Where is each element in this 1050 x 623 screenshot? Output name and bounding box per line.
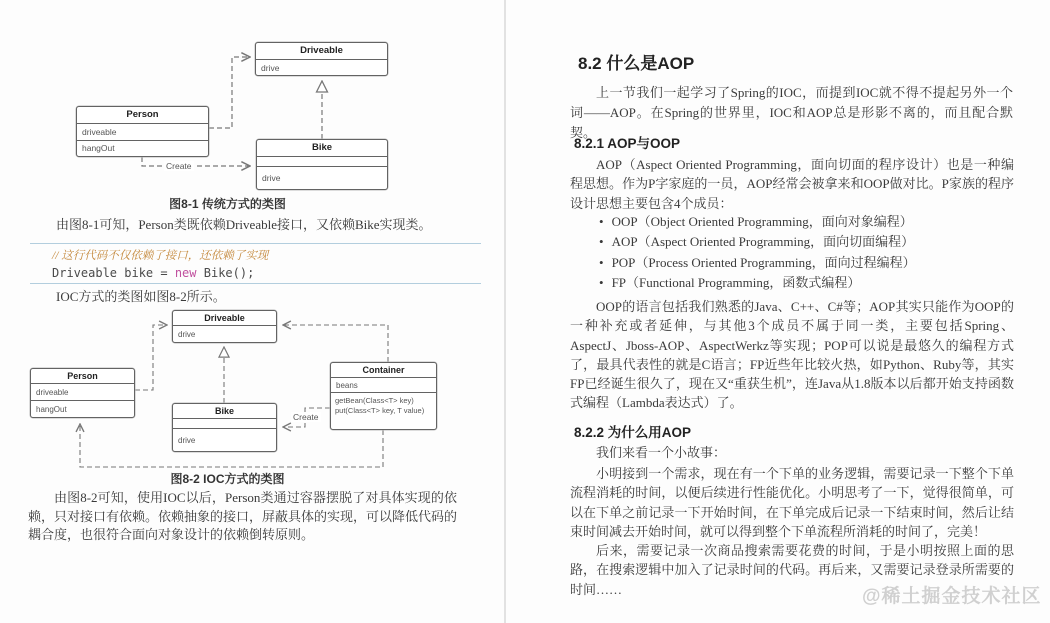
right-para-3: OOP的语言包括我们熟悉的Java、C++、C#等；AOP其实只能作为OOP的一种补充或者延伸，与其他3个成员不属于同一类，主要包括Spring、AspectJ、Jboss-AOP、AspectWerkz等实现；POP可以说是最悠久的编程方式了，最具代表性的就是C语言；FP近些年比较火热，如Python、Ruby等，其实FP已经诞生很久了，现在又“重获生机”，连Java从1.8版本以后都开始支持函数式编程（Lambda表达式）了。 xyxy=(570,299,1014,411)
left-para-2: IOC方式的类图如图8-2所示。 xyxy=(56,289,226,304)
uml-class-title: Driveable xyxy=(204,313,245,323)
subsection-heading-why-aop: 8.2.2 为什么用AOP xyxy=(574,425,692,440)
left-para-3: 由图8-2可知，使用IOC以后，Person类通过容器摆脱了对具体实现的依赖，只对接口有依赖。依赖抽象的接口，屏蔽具体的实现，可以降低代码的耦合度，也很符合面向对象设计的依赖倒转原则。 xyxy=(28,490,458,543)
uml-class-driveable xyxy=(255,42,388,76)
uml-class-title: Person xyxy=(126,109,159,120)
code-comment: // 这行代码不仅依赖了接口，还依赖了实现 xyxy=(52,250,269,262)
code-pre: Driveable bike = xyxy=(52,266,175,280)
fig1-caption: 图8-1 传统方式的类图 xyxy=(169,197,286,211)
uml-attribute: hangOut xyxy=(31,400,134,417)
uml-attribute: driveable xyxy=(77,123,208,140)
uml-class-title: Bike xyxy=(311,142,333,153)
juejin-watermark: @稀土掘金技术社区 xyxy=(862,586,1042,607)
uml-diagram-fig2 xyxy=(25,305,445,473)
create-arrow-person-bike xyxy=(142,157,250,166)
list-item: • OOP（Object Oriented Programming，面向对象编程） xyxy=(599,212,916,232)
uml-attribute: drive xyxy=(173,325,276,342)
section-heading: 8.2 什么是AOP xyxy=(578,54,695,73)
uml-empty-row xyxy=(257,156,387,166)
uml-class-title: Container xyxy=(362,365,405,375)
uml-class-bike xyxy=(256,139,388,190)
paradigm-bullet-list xyxy=(599,212,916,293)
uml-class-container xyxy=(330,362,437,430)
right-para-4: 我们来看一个小故事： xyxy=(596,445,727,460)
fig2-caption: 图8-2 IOC方式的类图 xyxy=(170,472,285,486)
uml-class-person xyxy=(30,368,135,418)
uml-attribute: drive xyxy=(256,59,387,75)
left-para-1: 由图8-1可知，Person类既依赖Driveable接口，又依赖Bike实现类。 xyxy=(56,217,432,232)
right-para-5: 小明接到一个需求，现在有一个下单的业务逻辑，需要记录一下整个下单流程消耗的时间，以便后续进行性能优化。小明思考了一下，觉得很简单，可以在下单之前记录一下开始时间，在下单完成后记录一下结束时间，然后让结束时间减去开始时间，就可以得到整个下单流程所消耗的时间了，完美！ xyxy=(570,466,1014,539)
uml-empty-row xyxy=(173,418,276,428)
uml-class-title: Bike xyxy=(214,406,234,416)
list-item: • FP（Functional Programming，函数式编程） xyxy=(599,273,916,293)
code-line xyxy=(52,266,481,280)
uml-attribute: hangOut xyxy=(77,140,208,157)
create-edge-label: Create xyxy=(166,161,192,171)
uml-methods xyxy=(331,392,436,429)
create-edge-label: Create xyxy=(293,412,319,422)
uml-attribute: beans xyxy=(331,377,436,392)
subsection-heading-aop-oop: 8.2.1 AOP与OOP xyxy=(574,136,681,151)
right-para-2: AOP（Aspect Oriented Programming，面向切面的程序设计）也是一种编程思想。作为P字家庭的一员，AOP经常会被拿来和OOP做对比。P家族的程序设计思想主要包含4个成员： xyxy=(570,157,1014,211)
uml-method: put(Class<T> key, T value) xyxy=(335,406,425,415)
list-item: • AOP（Aspect Oriented Programming，面向切面编程） xyxy=(599,232,916,252)
dependency-arrow-container-driveable xyxy=(283,325,388,362)
dependency-arrow-person-driveable xyxy=(209,57,250,128)
code-snippet xyxy=(30,243,481,284)
code-post: Bike(); xyxy=(196,266,255,280)
uml-diagram-fig1 xyxy=(70,33,395,195)
right-para-6: 后来，需要记录一次商品搜索需要花费的时间，于是小明按照上面的思路，在搜索逻辑中加入了记录时间的代码。再后来，又需要记录登录所需要的时间…… xyxy=(570,543,1014,597)
page-divider xyxy=(504,0,506,623)
dependency-arrow-person-driveable xyxy=(135,325,167,390)
uml-method: getBean(Class<T> key) xyxy=(335,396,414,405)
uml-class-person xyxy=(76,106,209,157)
uml-attribute: drive xyxy=(257,166,387,189)
uml-class-title: Person xyxy=(67,371,98,381)
right-para-1: 上一节我们一起学习了Spring的IOC，而提到IOC就不得不提起另外一个词——AOP。在Spring的世界里，IOC和AOP总是形影不离的，而且配合默契。 xyxy=(570,85,1013,140)
uml-attribute: drive xyxy=(173,428,276,451)
uml-class-title: Driveable xyxy=(300,45,343,56)
uml-attribute: driveable xyxy=(31,383,134,400)
code-keyword-new: new xyxy=(174,266,197,280)
uml-class-driveable xyxy=(172,310,277,343)
list-item: • POP（Process Oriented Programming，面向过程编程） xyxy=(599,253,916,273)
uml-class-bike xyxy=(172,403,277,452)
